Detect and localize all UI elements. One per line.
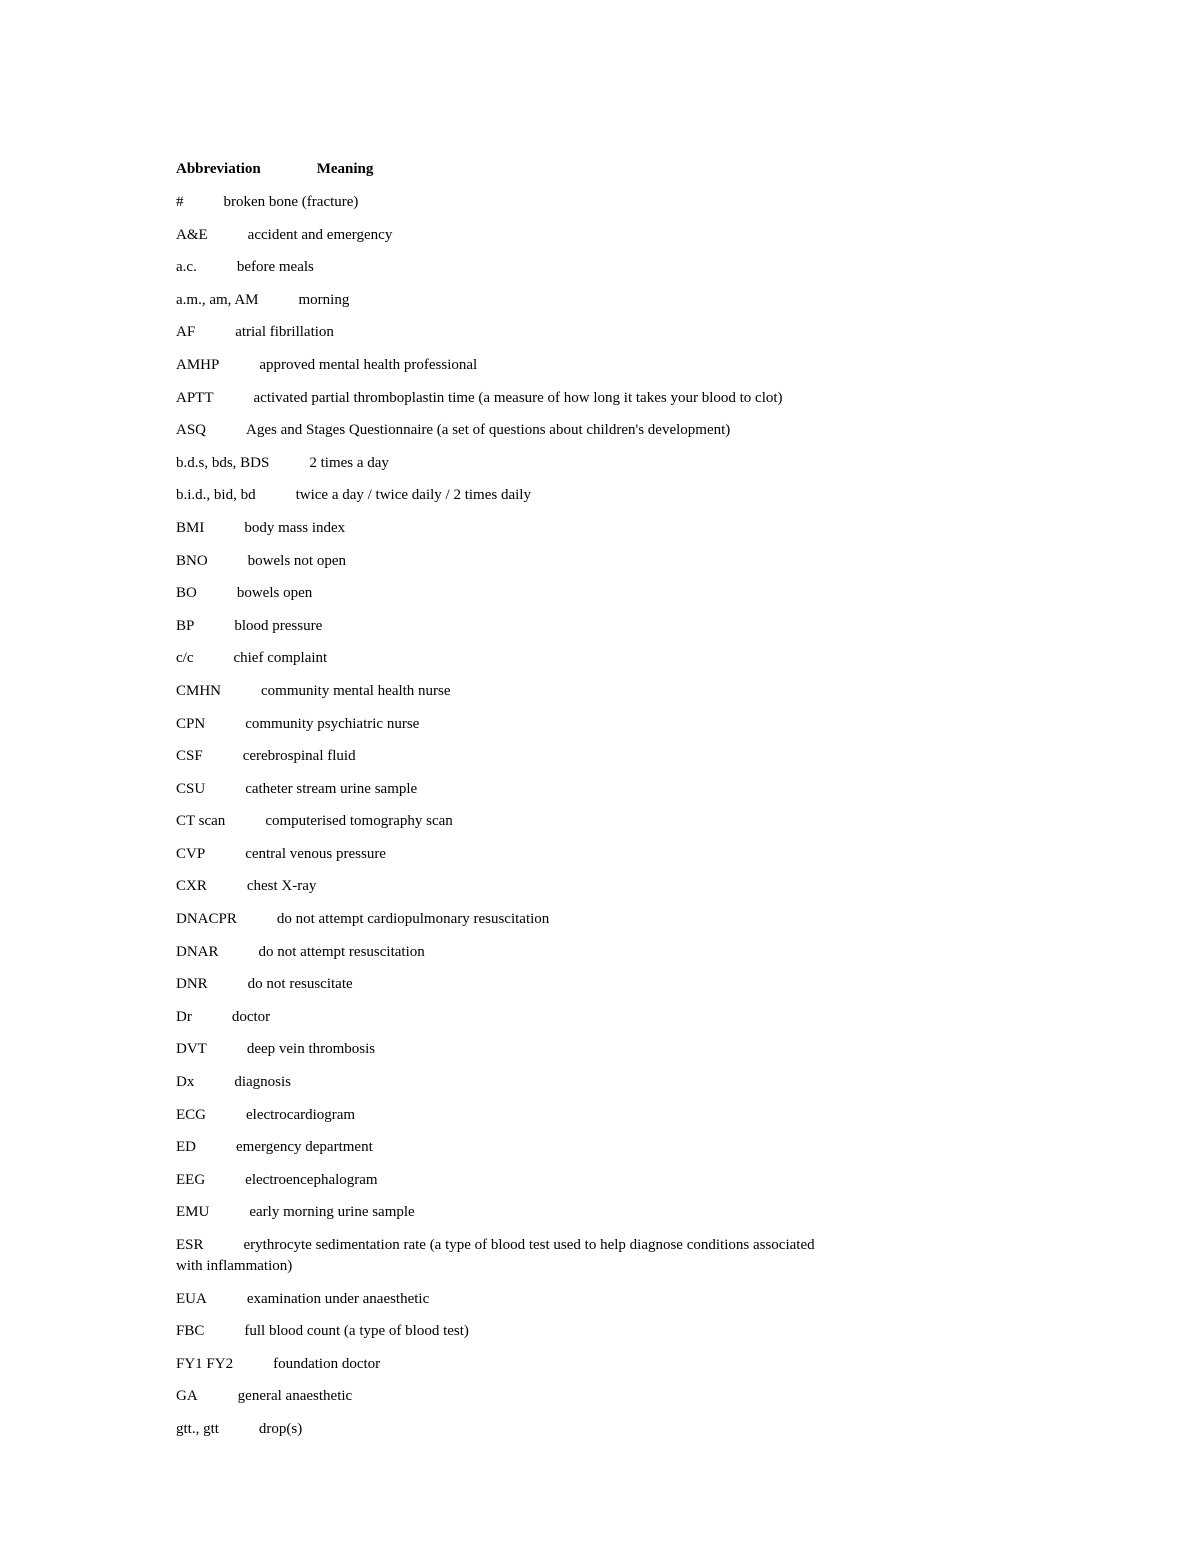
list-item [176, 1235, 836, 1277]
meaning-text: deep vein thrombosis [246, 1041, 376, 1058]
list-item [176, 388, 836, 409]
meaning-text: 2 times a day [309, 454, 389, 471]
abbreviation-text: gtt., gtt [176, 1420, 219, 1437]
meaning-text: examination under anaesthetic [246, 1290, 430, 1307]
meaning-text: blood pressure [234, 617, 323, 634]
abbreviation-text: BMI [176, 519, 205, 536]
meaning-text: do not attempt resuscitation [258, 943, 425, 960]
meaning-text: community psychiatric nurse [245, 715, 420, 732]
meaning-text: broken bone (fracture) [223, 194, 359, 210]
meaning-text: approved mental health professional [259, 356, 478, 373]
abbreviation-text: EEG [176, 1171, 206, 1188]
abbreviation-text: ESR [176, 1237, 204, 1253]
abbreviation-text: a.c. [176, 259, 197, 276]
list-item [176, 485, 836, 506]
meaning-text: drop(s) [258, 1420, 303, 1437]
abbreviation-text: FBC [176, 1323, 205, 1340]
list-item [176, 1137, 836, 1158]
list-item [176, 844, 836, 865]
abbreviation-list [176, 159, 836, 1452]
list-item [176, 1039, 836, 1060]
abbreviation-text: AF [176, 324, 196, 341]
list-item [176, 551, 836, 572]
abbreviation-text: CSU [176, 780, 206, 797]
list-item [176, 1202, 836, 1223]
list-item [176, 746, 836, 767]
list-item [176, 225, 836, 246]
meaning-text: full blood count (a type of blood test) [244, 1323, 469, 1340]
abbreviation-text: ED [176, 1139, 196, 1156]
list-item [176, 1419, 836, 1440]
abbreviation-text: DNACPR [176, 911, 237, 928]
abbreviation-text: BP [176, 617, 195, 634]
meaning-text: morning [298, 291, 350, 308]
meaning-text: general anaesthetic [237, 1388, 353, 1405]
meaning-text: Ages and Stages Questionnaire (a set of questions about children's development) [246, 422, 731, 439]
list-item [176, 1170, 836, 1191]
list-item [176, 420, 836, 441]
abbreviation-column-header: Abbreviation [176, 161, 261, 177]
meaning-text: do not attempt cardiopulmonary resuscitation [276, 911, 550, 928]
meaning-text: twice a day / twice daily / 2 times daily [295, 487, 531, 504]
abbreviation-text: EMU [176, 1204, 210, 1221]
list-item [176, 355, 836, 376]
meaning-text: atrial fibrillation [235, 324, 334, 341]
meaning-text: catheter stream urine sample [245, 780, 418, 797]
list-item [176, 1386, 836, 1407]
abbreviation-text: CPN [176, 715, 206, 732]
meaning-text: bowels not open [247, 552, 346, 569]
meaning-text: bowels open [236, 585, 313, 602]
meaning-text: body mass index [244, 519, 346, 536]
abbreviation-text: A&E [176, 226, 208, 243]
meaning-text: early morning urine sample [249, 1204, 415, 1221]
abbreviation-text: APTT [176, 389, 214, 406]
meaning-text: emergency department [236, 1139, 373, 1156]
meaning-text: erythrocyte sedimentation rate (a type of blood test used to help diagnose conditions associated with inflammation) [176, 1237, 815, 1274]
list-item [176, 1289, 836, 1310]
abbreviation-text: FY1 FY2 [176, 1355, 234, 1372]
list-header [176, 159, 836, 180]
entries-container [176, 192, 836, 1440]
abbreviation-text: c/c [176, 650, 194, 667]
list-item [176, 518, 836, 539]
abbreviation-text: CSF [176, 748, 203, 765]
abbreviation-text: BNO [176, 552, 208, 569]
meaning-text: accident and emergency [247, 226, 393, 243]
abbreviation-text: CXR [176, 878, 207, 895]
list-item [176, 681, 836, 702]
list-item [176, 876, 836, 897]
meaning-text: community mental health nurse [261, 682, 451, 699]
meaning-text: doctor [231, 1008, 271, 1025]
list-item [176, 257, 836, 278]
abbreviation-text: DNAR [176, 943, 219, 960]
abbreviation-text: b.i.d., bid, bd [176, 487, 256, 504]
abbreviation-text: ECG [176, 1106, 206, 1123]
abbreviation-text: a.m., am, AM [176, 291, 259, 308]
list-item [176, 779, 836, 800]
abbreviation-text: Dr [176, 1008, 192, 1025]
meaning-text: foundation doctor [273, 1355, 381, 1372]
abbreviation-text: CVP [176, 845, 206, 862]
meaning-text: cerebrospinal fluid [242, 748, 356, 765]
list-item [176, 648, 836, 669]
meaning-text: chief complaint [233, 650, 328, 667]
meaning-column-header: Meaning [316, 161, 374, 177]
abbreviation-text: BO [176, 585, 197, 602]
list-item [176, 616, 836, 637]
abbreviation-text: DNR [176, 976, 208, 993]
list-item [176, 974, 836, 995]
list-item [176, 1007, 836, 1028]
meaning-text: diagnosis [234, 1074, 292, 1091]
list-item [176, 909, 836, 930]
meaning-text: chest X-ray [246, 878, 317, 895]
meaning-text: central venous pressure [245, 845, 386, 862]
abbreviation-text: Dx [176, 1074, 195, 1091]
list-item [176, 1105, 836, 1126]
list-item [176, 714, 836, 735]
list-item [176, 192, 836, 213]
abbreviation-text: GA [176, 1388, 198, 1405]
list-item [176, 1072, 836, 1093]
list-item [176, 322, 836, 343]
abbreviation-text: AMHP [176, 356, 220, 373]
meaning-text: electroencephalogram [245, 1171, 378, 1188]
abbreviation-text: DVT [176, 1041, 207, 1058]
meaning-text: before meals [236, 259, 314, 276]
list-item [176, 1321, 836, 1342]
abbreviation-text: CMHN [176, 682, 222, 699]
meaning-text: electrocardiogram [246, 1106, 356, 1123]
abbreviation-text: EUA [176, 1290, 207, 1307]
meaning-text: computerised tomography scan [265, 813, 453, 830]
abbreviation-text: # [176, 194, 184, 210]
abbreviation-text: CT scan [176, 813, 226, 830]
list-item [176, 583, 836, 604]
list-item [176, 290, 836, 311]
meaning-text: activated partial thromboplastin time (a measure of how long it takes your blood to clot) [253, 389, 783, 406]
list-item [176, 1354, 836, 1375]
list-item [176, 811, 836, 832]
list-item [176, 453, 836, 474]
abbreviation-text: b.d.s, bds, BDS [176, 454, 270, 471]
abbreviation-text: ASQ [176, 422, 207, 439]
meaning-text: do not resuscitate [247, 976, 353, 993]
list-item [176, 942, 836, 963]
